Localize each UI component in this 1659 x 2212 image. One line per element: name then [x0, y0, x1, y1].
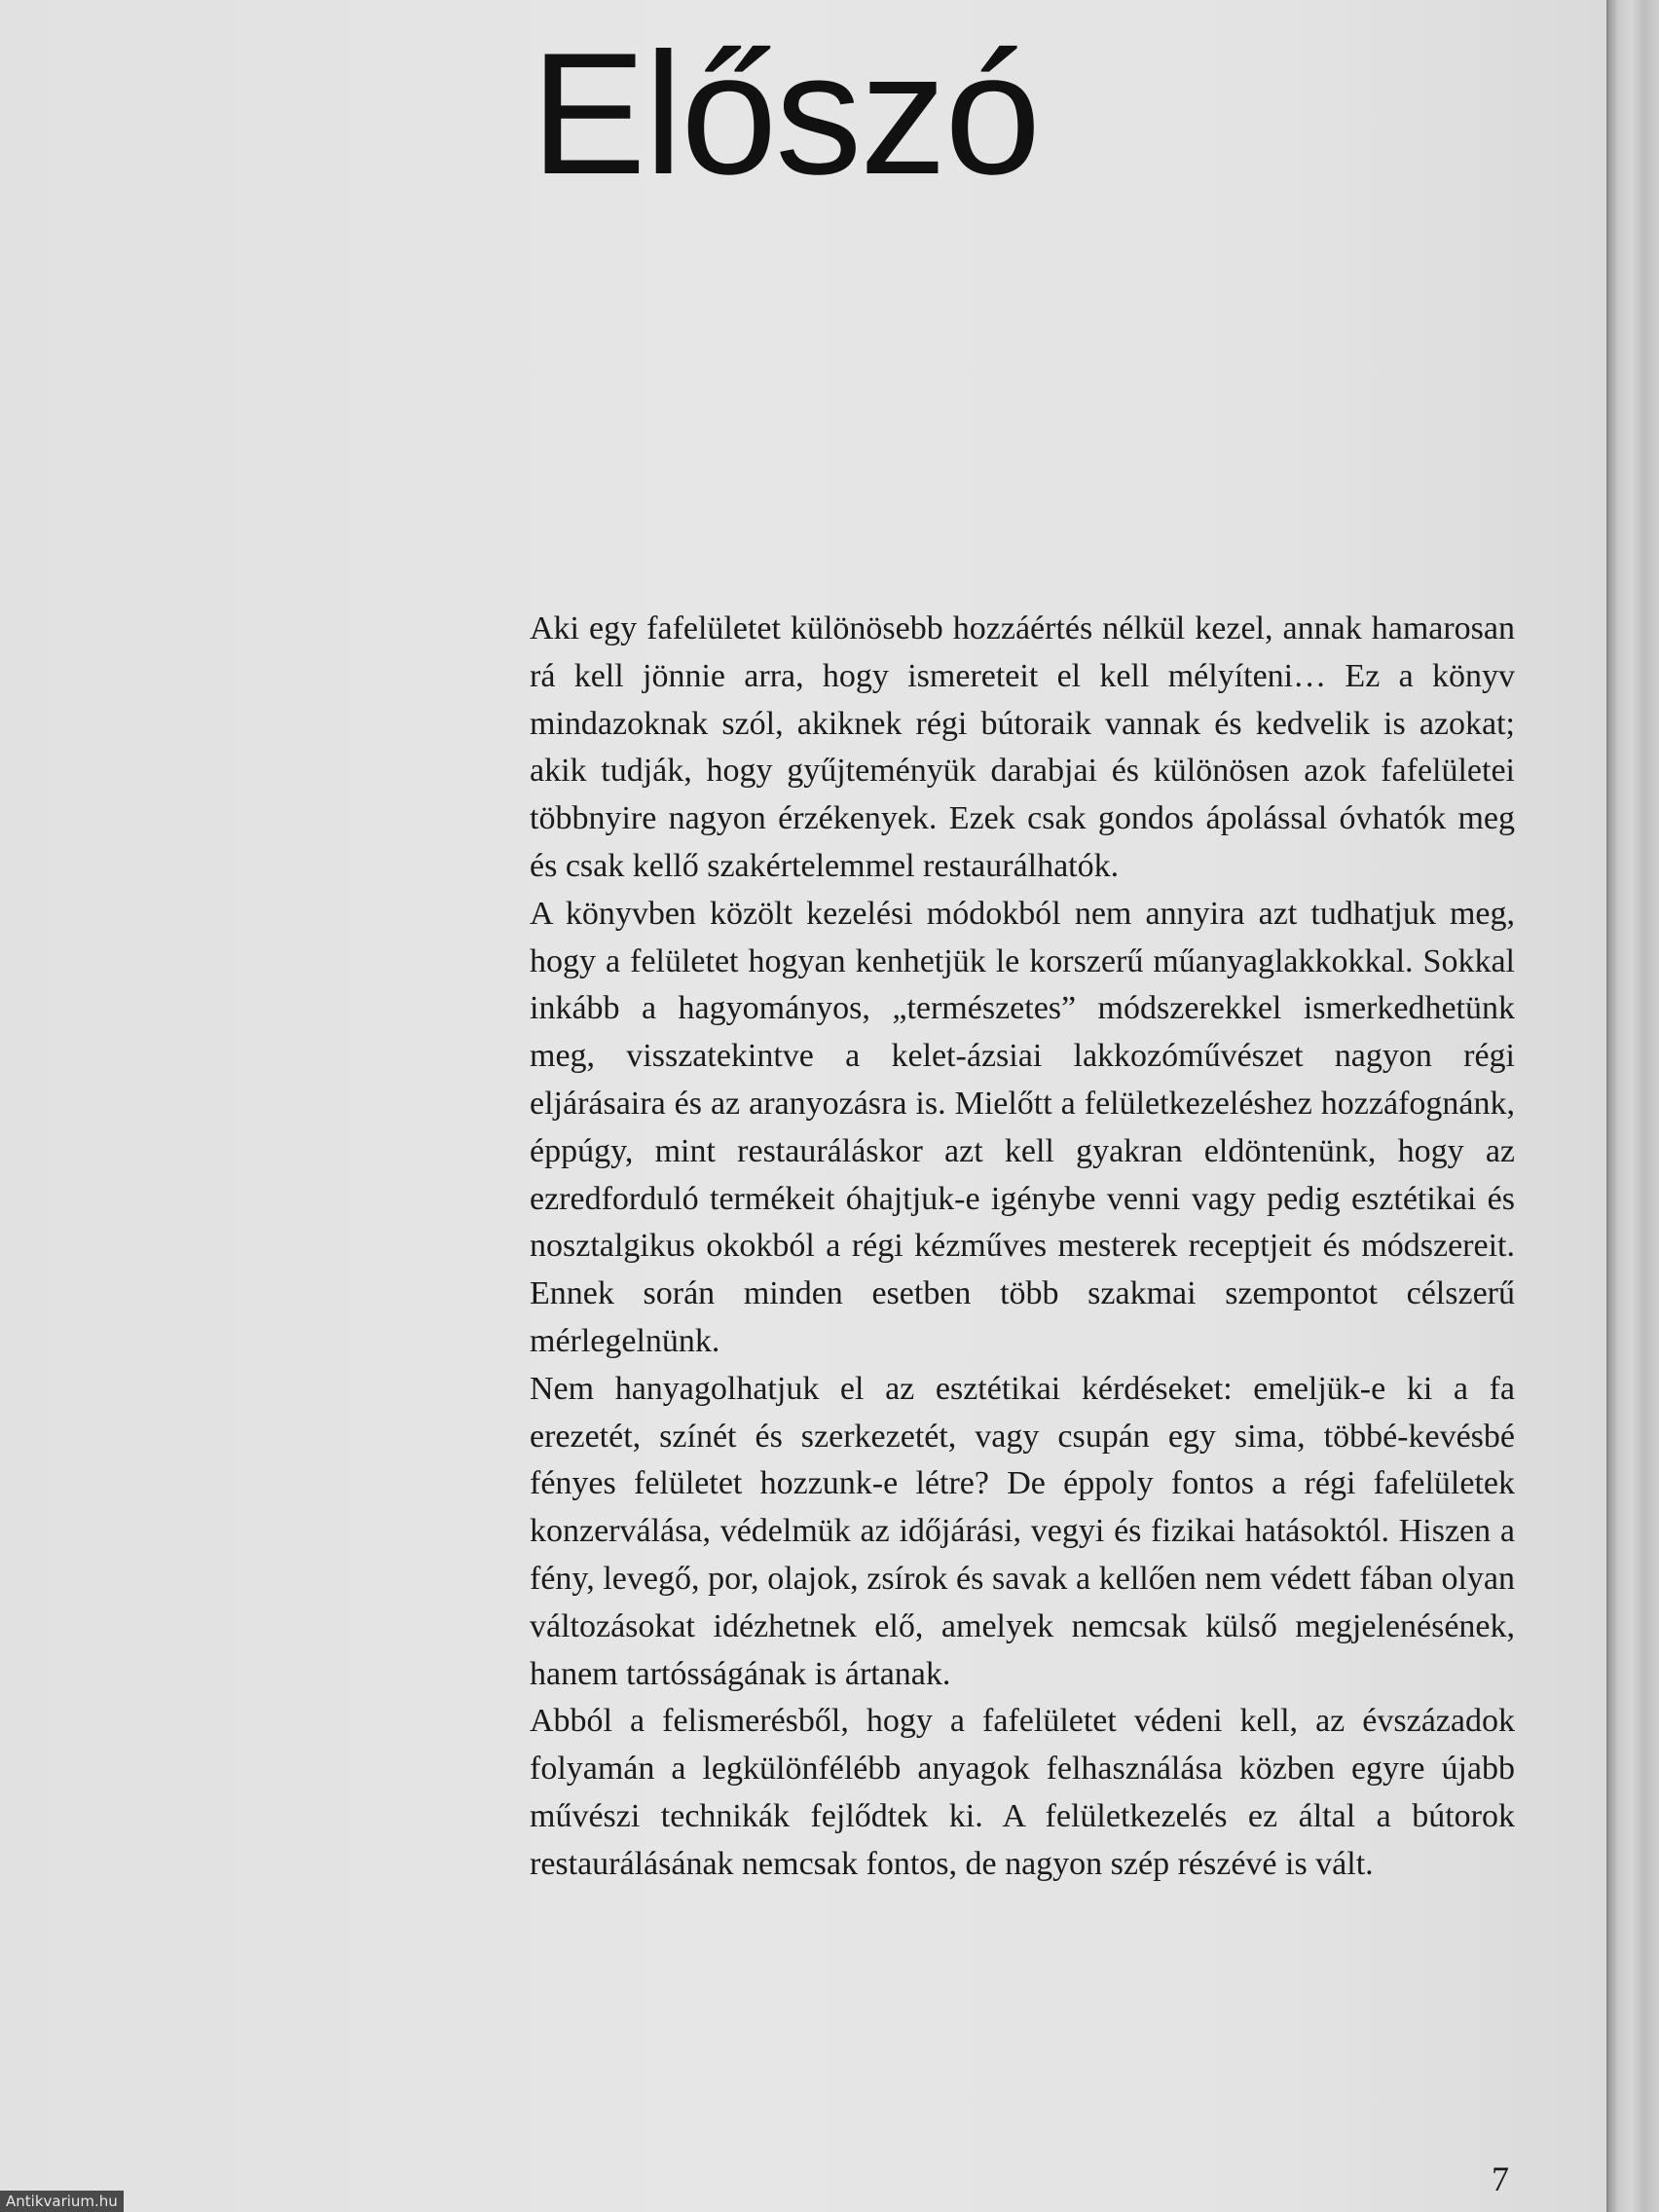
foreword-text [530, 606, 1515, 1889]
page-title: Előszó [531, 17, 1040, 210]
watermark: Antikvarium.hu [0, 2191, 124, 2212]
paragraph-1: Aki egy fafelületet különösebb hozzáértés nélkül kezel, annak hamarosan rá kell jönnie arra, hogy ismereteit el kell mélyíteni… Ez a könyv mindazoknak szól, akiknek régi bútoraik vannak és kedvelik is azokat; akik tudják, hogy gyűjteményük darabjai és különösen azok fafelületei többnyire nagyon érzékenyek. Ezek csak gondos ápolással óvhatók meg és csak kellő szakértelemmel restaurálhatók. [530, 610, 1515, 884]
paragraph-4: Abból a felismerésből, hogy a fafelületet védeni kell, az évszázadok folyamán a legkülönfélébb anyagok felhasználása közben egyre újabb művészi technikák fejlődtek ki. A felületkezelés ez által a bútorok restaurálásának nemcsak fontos, de nagyon szép részévé is vált. [530, 1703, 1515, 1882]
paragraph-2: A könyvben közölt kezelési módokból nem annyira azt tudhatjuk meg, hogy a felületet hogyan kenhetjük le korszerű műanyaglakkokkal. Sokkal inkább a hagyományos, „természetes” módszerekkel ismerkedhetünk meg, visszatekintve a kelet-ázsiai lakkozóművészet nagyon régi eljárásaira és az aranyozásra is. Mielőtt a felületkezeléshez hozzáfognánk, éppúgy, mint restauráláskor azt kell gyakran eldöntenünk, hogy az ezredforduló termékeit óhajtjuk-e igénybe venni vagy pedig esztétikai és nosztalgikus okokból a régi kézműves mesterek receptjeit és módszereit. Ennek során minden esetben több szakmai szempontot célszerű mérlegelnünk. [530, 895, 1515, 1359]
book-spine-edge [1608, 0, 1659, 2212]
page-number: 7 [1492, 2159, 1509, 2198]
paragraph-3: Nem hanyagolhatjuk el az esztétikai kérdéseket: emeljük-e ki a fa erezetét, színét és szerkezetét, vagy csupán egy sima, többé-kevésbé fényes felületet hozzunk-e létre? De éppoly fontos a régi fafelületek konzerválása, védelmük az időjárási, vegyi és fizikai hatásoktól. Hiszen a fény, levegő, por, olajok, zsírok és savak a kellően nem védett fában olyan változásokat idézhetnek elő, amelyek nemcsak külső megjelenésének, hanem tartósságának is ártanak. [530, 1370, 1515, 1692]
